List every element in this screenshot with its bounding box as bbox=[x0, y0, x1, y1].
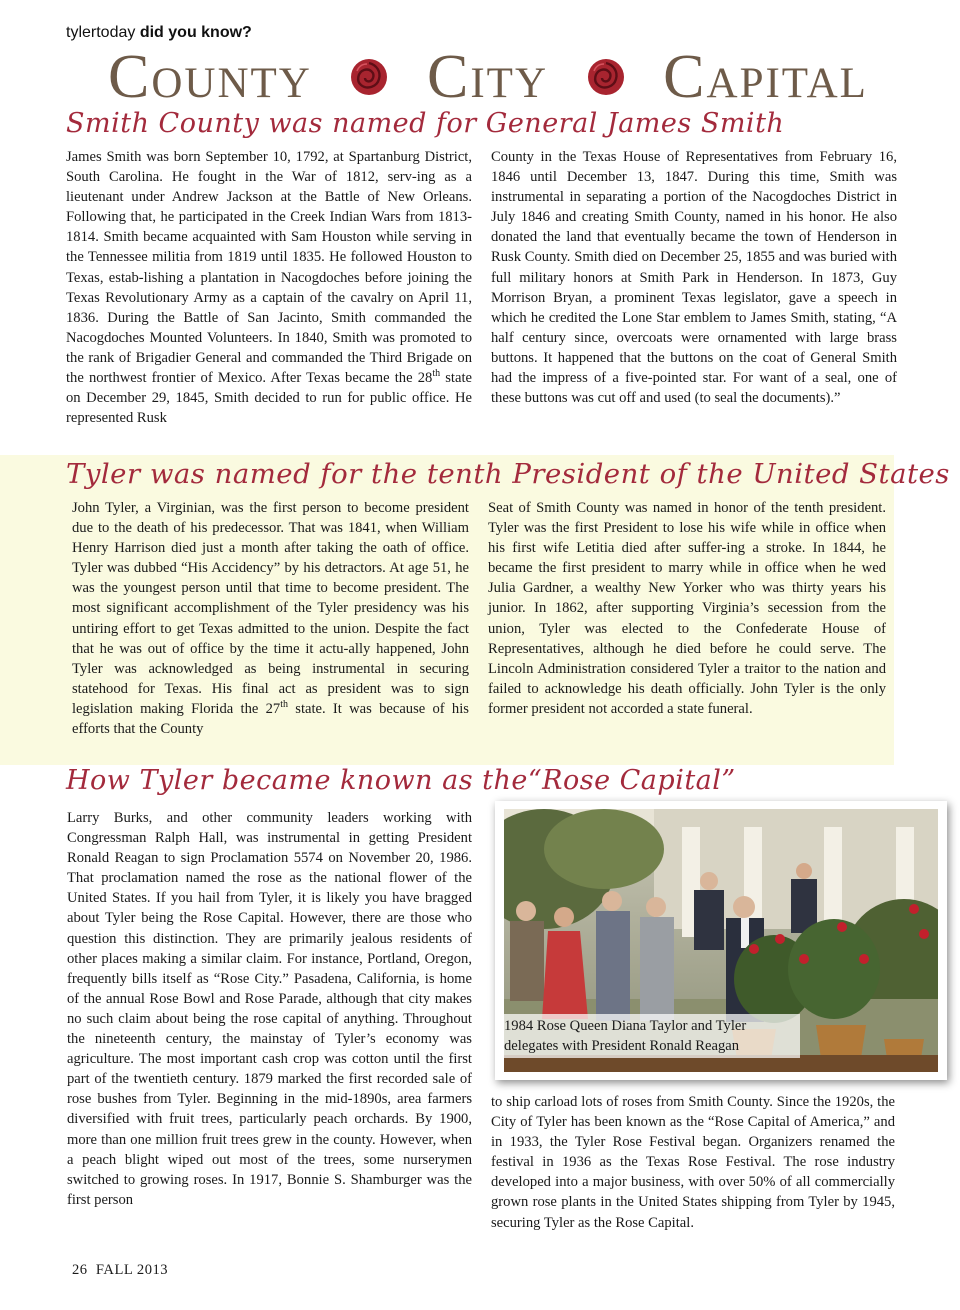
tyler-left-end: state. It was because of his efforts that the County bbox=[72, 700, 469, 738]
rose-left-column: Larry Burks, and other community leaders working with Congressman Ralph Hall, was instrumental in getting President Ronald Reagan to sign Proclamation 5574 on November 20, 1986. That proclamation named the rose as the national flower of the United States. If you hail from Tyler, it is likely you have bragged about Tyler being the Rose Capital. However, there are those who question this distinction. They are primarily jealous residents of other places making a similar claim. For instance, Portland, Oregon, frequently bills itself as “Rose City.” Pasadena, California, is home of the annual Rose Bowl and Rose Parade, although that city makes no such claim about being the rose capital of anything. Throughout the nineteenth century, the mainstay of Tyler’s economy was agriculture. The most important cash crop was cotton until the first part of the twentieth century. 1879 marked the first recorded sale of rose bushes from Tyler. Beginning in the mid-1890s, area farmers diversified with fruit trees, particularly peach orchards. By 1900, more than one million fruit trees grew in the county. However, when a peach blight wiped out most of the trees, some nurserymen switched to growing roses. In 1917, Bonnie S. Shamburger was the first person bbox=[67, 810, 472, 1208]
masthead-title bbox=[108, 44, 868, 110]
rose-right-column: to ship carload lots of roses from Smith County. Since the 1920s, the City of Tyler has been known as the “Rose Capital of America,” and in 1933, the Tyler Rose Festival began. Organizers renamed the festival in 1936 as the Texas Rose Festival. The rose industry developed into a major business, with over 50% of all commercially grown rose plants in the United States shipping from Tyler by 1945, securing Tyler as the Rose Capital. bbox=[491, 1094, 895, 1231]
tyler-ordinal-suffix: th bbox=[280, 699, 288, 711]
page-number: 26 bbox=[72, 1262, 88, 1278]
tyler-right-column: Seat of Smith County was named in honor of the tenth president. Tyler was the first President to lose his wife while in office when his first wife Letitia died after suffer-ing a stroke. In 1844, he became the first president to marry while in office when he wed Julia Gardner, a wealthy New Yorker who was thirty years his junior. In 1862, after supporting Virginia’s secession from the union, Tyler was elected to the Confederate House of Representatives, although he died before he could serve. The Lincoln Administration considered Tyler a traitor to the nation and failed to acknowledge his death officially. John Tyler is the only former president not accorded a state funeral. bbox=[488, 500, 886, 717]
section-tag bbox=[66, 24, 252, 42]
tyler-left-column bbox=[72, 498, 469, 739]
smith-ordinal-suffix: th bbox=[432, 368, 441, 380]
tag-label: did you know? bbox=[139, 24, 252, 41]
smith-left-column bbox=[66, 147, 472, 428]
tyler-ordinal-number: 27 bbox=[265, 700, 281, 717]
photo-caption: 1984 Rose Queen Diana Taylor and Tyler delegates with President Ronald Reagan bbox=[500, 1014, 800, 1058]
smith-ordinal-number: 28 bbox=[417, 370, 433, 387]
section-heading-rose: How Tyler became known as the“Rose Capital” bbox=[66, 765, 736, 796]
title-word-city: City bbox=[427, 43, 548, 111]
tag-brand: tylertoday bbox=[66, 24, 136, 41]
tyler-ordinal bbox=[266, 701, 288, 717]
smith-left-end: state on December 29, 1845, Smith decided to run for public office. He represented Rusk bbox=[66, 370, 472, 427]
issue-label: FALL 2013 bbox=[95, 1262, 169, 1278]
rose-icon bbox=[586, 57, 626, 97]
title-word-capital: Capital bbox=[663, 43, 868, 111]
section-heading-tyler: Tyler was named for the tenth President of the United States bbox=[66, 458, 950, 490]
title-word-county: County bbox=[108, 43, 312, 111]
smith-left-text: James Smith was born September 10, 1792, at Spartanburg District, South Carolina. He fought in the War of 1812, serv-ing as a lieutenant under Andrew Jackson at the Battle of New Orleans. Following that, he participated in the Creek Indian Wars from 1813-1814. Smith became acquainted with Sam Houston while serving in the Tennessee militia from 1819 until 1835. He followed Houston to Texas, estab-lishing a plantation in Nacogdoches before joining the Texas Revolutionary Army as a captain of the cavalry on April 11, 1836. During the Battle of San Jacinto, Smith commanded the Nacogdoches Mounted Volunteers. In 1840, Smith was promoted to the rank of Brigadier General and commanded the Third Brigade on the northwest frontier of Mexico. After Texas became the bbox=[66, 149, 472, 387]
smith-right-column: County in the Texas House of Representatives from February 16, 1846 until December 13, 1847. During this time, Smith was instrumental in separating a portion of the Nacogdoches District in July 1846 and creating Smith County, named in his honor. He also donated the land that eventually became the town of Henderson in Rusk County. Smith died on December 25, 1855 and was buried with full military honors at Smith Park in Henderson. In 1873, Guy Morrison Bryan, a prominent Texas legislator, gave a speech in which he credited the Lone Star emblem to James Smith, stating, “A half century since, overcoats were ornamented with large brass buttons. It happened that the buttons on the coat of General Smith had the impress of a five-pointed star. For want of a seal, one of these buttons was cut off and used (to seal the documents).” bbox=[491, 149, 897, 407]
rose-icon bbox=[349, 57, 389, 97]
page-footer bbox=[72, 1262, 168, 1279]
section-heading-smith: Smith County was named for General James Smith bbox=[66, 108, 785, 139]
tyler-left-text: John Tyler, a Virginian, was the first person to become president due to the death of his predecessor. That was 1841, when William Henry Harrison died just a month after taking the oath of office. Tyler was dubbed “His Accidency” by his detractors. At age 51, he was the youngest person until that time to become president. The most significant accomplishment of the Tyler presidency was his untiring effort to get Texas admitted to the union. Despite the fact that he was out of office by the time it actu-ally happened, John Tyler was acknowledged as being instrumental in securing statehood for Texas. His final act as president was to sign legislation making Florida the bbox=[72, 500, 469, 717]
smith-ordinal bbox=[418, 370, 440, 386]
